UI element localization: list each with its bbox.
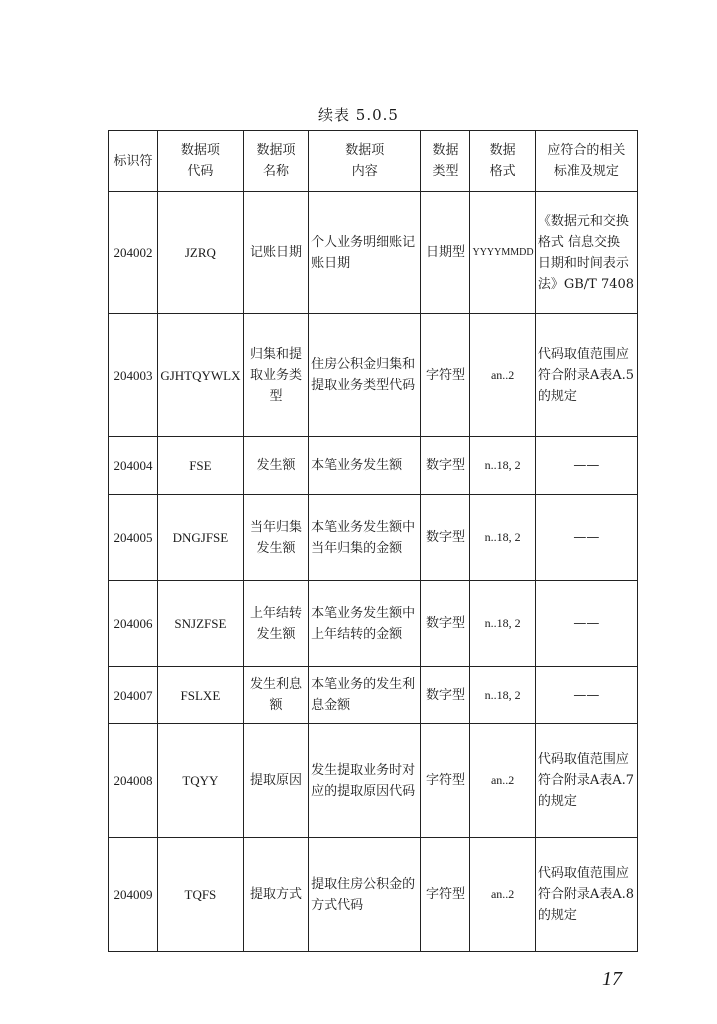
table-row — [109, 667, 638, 724]
cell-type: 字符型 — [421, 314, 470, 437]
table-row — [109, 192, 638, 314]
header-item-name-text: 数据项 名称 — [256, 143, 296, 179]
cell-type: 数字型 — [421, 581, 470, 667]
cell-format: an..2 — [470, 314, 535, 437]
cell-identifier: 204009 — [109, 838, 158, 952]
cell-content: 个人业务明细账记账日期 — [309, 192, 421, 314]
cell-code: TQFS — [158, 838, 244, 952]
header-item-code-text: 数据项 代码 — [180, 143, 220, 179]
table-row — [109, 838, 638, 952]
table-row — [109, 724, 638, 838]
header-standard-text: 应符合的相关 标准及规定 — [547, 143, 626, 179]
table-row — [109, 495, 638, 581]
cell-standard: 代码取值范围应符合附录A表A.7的规定 — [535, 724, 637, 838]
header-data-format-text: 数据 格式 — [489, 143, 516, 179]
cell-format: an..2 — [470, 724, 535, 838]
cell-type: 字符型 — [421, 724, 470, 838]
cell-type: 日期型 — [421, 192, 470, 314]
cell-standard: —— — [535, 581, 637, 667]
cell-code: TQYY — [158, 724, 244, 838]
cell-standard: 《数据元和交换格式 信息交换 日期和时间表示法》GB/T 7408 — [535, 192, 637, 314]
cell-content: 本笔业务发生额 — [309, 437, 421, 495]
cell-name: 提取方式 — [243, 838, 308, 952]
cell-standard: —— — [535, 437, 637, 495]
table-row — [109, 581, 638, 667]
cell-type: 数字型 — [421, 437, 470, 495]
cell-content: 本笔业务发生额中上年结转的金额 — [309, 581, 421, 667]
header-identifier: 标识符 — [109, 131, 158, 192]
cell-code: FSE — [158, 437, 244, 495]
cell-identifier: 204007 — [109, 667, 158, 724]
cell-name: 提取原因 — [243, 724, 308, 838]
cell-identifier: 204006 — [109, 581, 158, 667]
cell-format: n..18, 2 — [470, 581, 535, 667]
cell-type: 字符型 — [421, 838, 470, 952]
cell-content: 本笔业务发生额中当年归集的金额 — [309, 495, 421, 581]
cell-identifier: 204008 — [109, 724, 158, 838]
cell-name: 归集和提取业务类型 — [243, 314, 308, 437]
header-standard — [535, 131, 637, 192]
header-item-content — [309, 131, 421, 192]
cell-name: 上年结转发生额 — [243, 581, 308, 667]
header-data-type-text: 数据 类型 — [432, 143, 459, 179]
cell-format: YYYYMMDD — [470, 192, 535, 314]
cell-content: 提取住房公积金的方式代码 — [309, 838, 421, 952]
cell-code: DNGJFSE — [158, 495, 244, 581]
table-caption: 续表 5.0.5 — [318, 106, 399, 124]
header-item-name — [243, 131, 308, 192]
header-data-type — [421, 131, 470, 192]
cell-name: 当年归集发生额 — [243, 495, 308, 581]
cell-content: 发生提取业务时对应的提取原因代码 — [309, 724, 421, 838]
data-spec-table — [108, 130, 638, 952]
cell-identifier: 204005 — [109, 495, 158, 581]
cell-format: n..18, 2 — [470, 437, 535, 495]
cell-name: 发生额 — [243, 437, 308, 495]
header-row — [109, 131, 638, 192]
cell-code: SNJZFSE — [158, 581, 244, 667]
cell-standard: —— — [535, 667, 637, 724]
table-row — [109, 437, 638, 495]
cell-code: FSLXE — [158, 667, 244, 724]
cell-content: 住房公积金归集和提取业务类型代码 — [309, 314, 421, 437]
header-data-format — [470, 131, 535, 192]
cell-standard: —— — [535, 495, 637, 581]
cell-standard: 代码取值范围应符合附录A表A.5的规定 — [535, 314, 637, 437]
cell-format: an..2 — [470, 838, 535, 952]
cell-identifier: 204002 — [109, 192, 158, 314]
cell-format: n..18, 2 — [470, 667, 535, 724]
cell-code: GJHTQYWLX — [158, 314, 244, 437]
header-item-code — [158, 131, 244, 192]
cell-content: 本笔业务的发生利息金额 — [309, 667, 421, 724]
cell-identifier: 204004 — [109, 437, 158, 495]
cell-name: 记账日期 — [243, 192, 308, 314]
table-row — [109, 314, 638, 437]
cell-standard: 代码取值范围应符合附录A表A.8的规定 — [535, 838, 637, 952]
header-item-content-text: 数据项 内容 — [345, 143, 385, 179]
page-number: 17 — [602, 968, 622, 990]
cell-code: JZRQ — [158, 192, 244, 314]
cell-format: n..18, 2 — [470, 495, 535, 581]
cell-type: 数字型 — [421, 495, 470, 581]
cell-type: 数字型 — [421, 667, 470, 724]
cell-name: 发生利息额 — [243, 667, 308, 724]
cell-identifier: 204003 — [109, 314, 158, 437]
